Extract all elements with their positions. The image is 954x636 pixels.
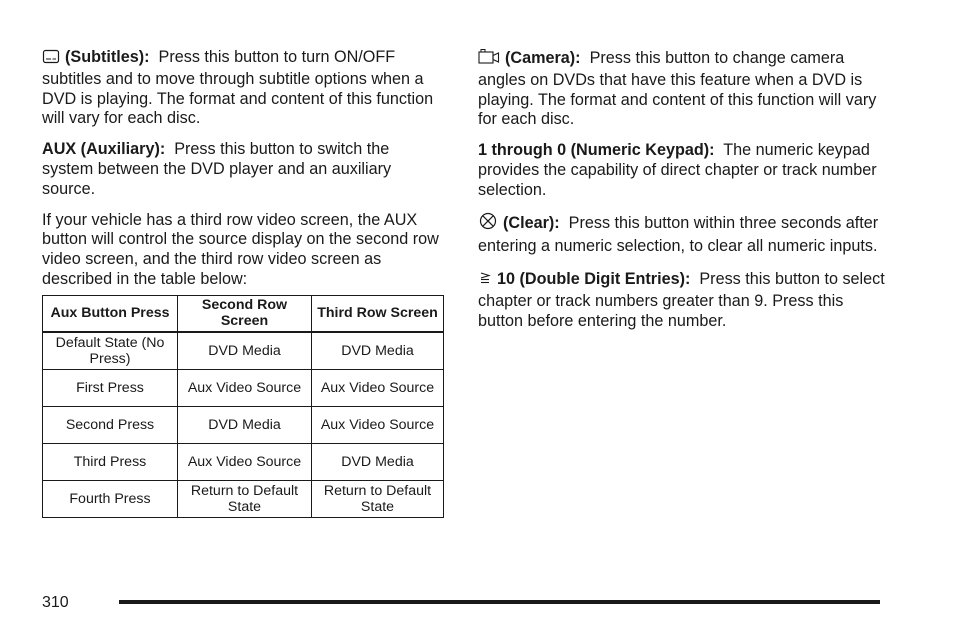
table-cell: First Press (43, 369, 178, 406)
table-cell: Aux Video Source (178, 443, 312, 480)
table-header-row (43, 295, 444, 332)
subtitles-text: Press this button to turn ON/OFF subtitles and to move through subtitle options when a DVD is playing. The format and content of this function will vary for each disc. (42, 48, 434, 128)
table-cell: Second Press (43, 406, 178, 443)
aux-text: Press this button to switch the system between the DVD player and an auxiliary source. (42, 140, 392, 198)
aux-paragraph (42, 140, 444, 199)
aux-term: AUX (Auxiliary): (42, 140, 166, 159)
clear-text: Press this button within three seconds after entering a numeric selection, to clear all numeric inputs. (478, 213, 879, 255)
table-cell: DVD Media (178, 332, 312, 370)
subtitles-paragraph (42, 48, 444, 129)
double-digit-text: Press this button to select chapter or track numbers greater than 9. Press this button before entering the number. (478, 269, 885, 330)
keypad-text: The numeric keypad provides the capability of direct chapter or track number selection. (478, 141, 877, 199)
page-number: 310 (42, 594, 69, 611)
table-cell: Aux Video Source (312, 406, 444, 443)
table-cell: Return to Default State (312, 480, 444, 517)
table-cell: Default State (No Press) (43, 332, 178, 370)
table-header-cell: Aux Button Press (43, 295, 178, 332)
table-row (43, 406, 444, 443)
third-row-intro: If your vehicle has a third row video screen, the AUX button will control the source display on the second row video screen, and the third row video screen as described in the table below: (42, 210, 439, 288)
table-row (43, 480, 444, 517)
camera-icon (478, 48, 500, 71)
table-cell: DVD Media (312, 332, 444, 370)
table-cell: Return to Default State (178, 480, 312, 517)
table-cell: DVD Media (178, 406, 312, 443)
keypad-term: 1 through 0 (Numeric Keypad): (478, 141, 715, 160)
camera-term: (Camera): (505, 49, 581, 67)
clear-term: (Clear): (503, 213, 560, 232)
table-cell: Third Press (43, 443, 178, 480)
footer-rule (119, 600, 880, 604)
clear-icon (478, 212, 498, 236)
right-column (478, 48, 888, 342)
table-header-cell: Third Row Screen (312, 295, 444, 332)
table-cell: Aux Video Source (178, 369, 312, 406)
double-digit-paragraph (478, 269, 888, 331)
clear-paragraph (478, 212, 888, 257)
table-cell: Fourth Press (43, 480, 178, 517)
double-digit-icon (478, 269, 492, 291)
double-digit-term: 10 (Double Digit Entries): (497, 269, 691, 288)
subtitles-term: (Subtitles): (65, 48, 150, 66)
table-header-cell: Second Row Screen (178, 295, 312, 332)
keypad-paragraph (478, 141, 888, 200)
table-cell: Aux Video Source (312, 369, 444, 406)
camera-paragraph (478, 48, 888, 130)
table-row (43, 332, 444, 370)
table-row (43, 443, 444, 480)
camera-text: Press this button to change camera angles on DVDs that have this feature when a DVD is playing. The format and content of this function will vary for each disc. (478, 49, 877, 129)
left-column (42, 48, 444, 518)
table-row (43, 369, 444, 406)
aux-button-table (42, 295, 444, 518)
table-cell: DVD Media (312, 443, 444, 480)
subtitles-icon (42, 49, 60, 70)
